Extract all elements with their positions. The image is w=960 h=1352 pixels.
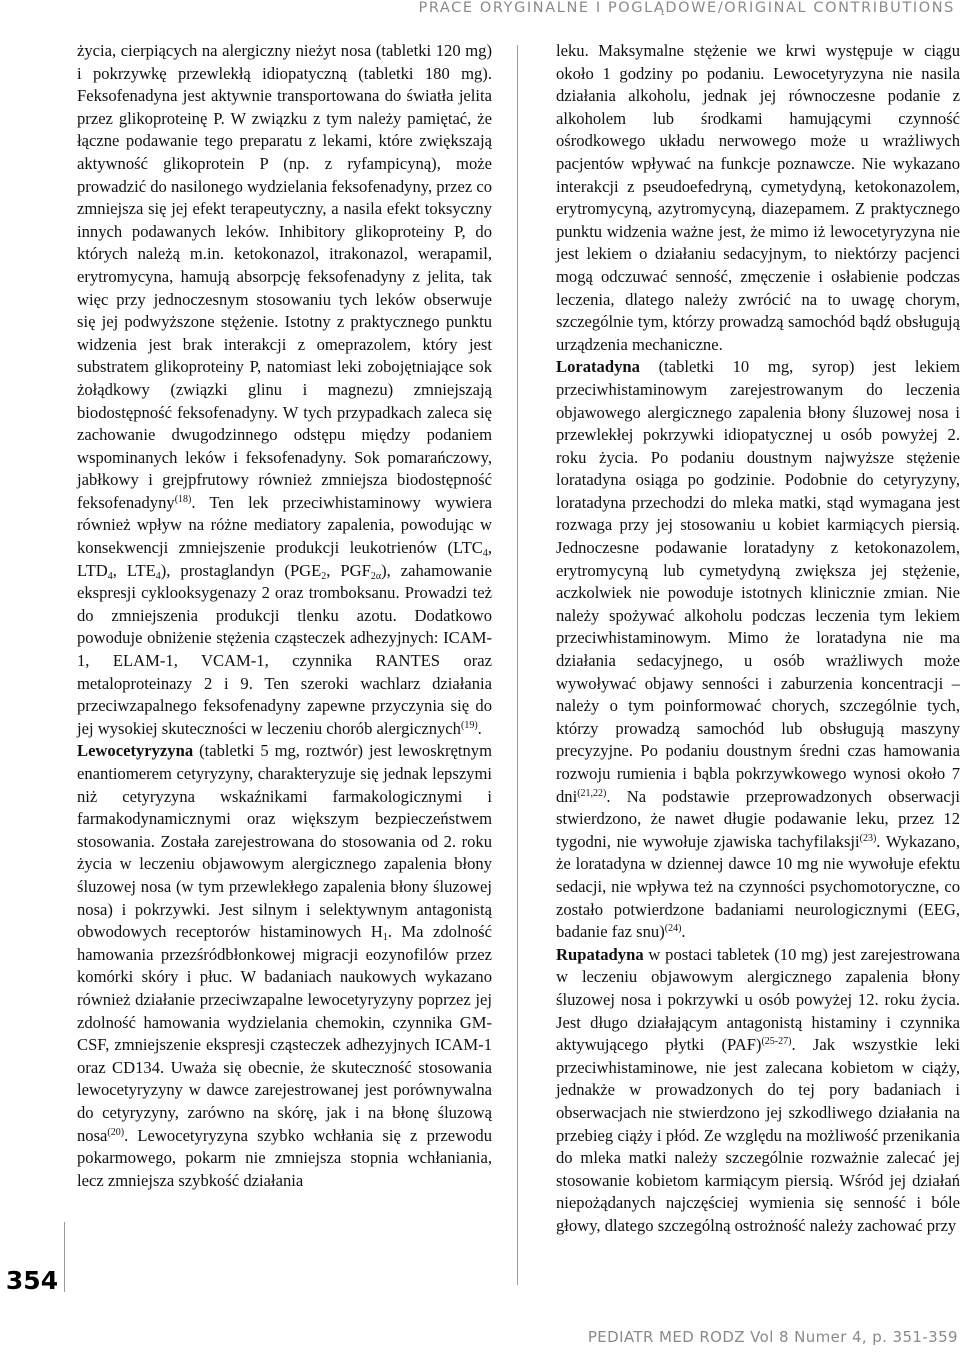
- drug-name-heading: Rupatadyna: [556, 944, 644, 964]
- drug-name-heading: Lewocetyryzyna: [77, 741, 194, 761]
- page-number-divider: [64, 1222, 65, 1292]
- subscript: 4: [107, 570, 113, 582]
- journal-section-header: PRACE ORYGINALNE I POGLĄDOWE/ORIGINAL CONTRIBUTIONS: [418, 0, 955, 16]
- reference-marker: (19): [460, 719, 478, 731]
- reference-marker: (23): [859, 832, 877, 844]
- drug-name-heading: Loratadyna: [556, 357, 640, 377]
- levocetirizine-continued-paragraph: leku. Maksymalne stężenie we krwi występuje w ciągu około 1 godziny po podaniu. Lewocetyryzyna nie nasila działania alkoholu, jednak jej równoczesne podanie z alkoholem lub środkami hamującymi czynność ośrodkowego układu nerwowego może u wrażliwych pacjentów wpływać na funkcje poznawcze. Nie wykazano interakcji z pseudoefedryną, cymetydyną, ketokonazolem, erytromycyną, azytromycyną, diazepamem. Z praktycznego punktu widzenia ważne jest, że mimo iż lewocetyryzyna nie jest lekiem o działaniu sedacyjnym, to niektórzy pacjenci mogą odczuwać senność, zmęczenie i osłabienie podczas leczenia, dlatego należy zwrócić na to uwagę chorym, szczególnie tym, którzy prowadzą samochód bądź obsługują urządzenia mechaniczne.: [556, 41, 960, 354]
- right-column: [556, 40, 960, 1237]
- fexofenadine-paragraph: życia, cierpiących na alergiczny nieżyt nosa (tabletki 120 mg) i pokrzywkę przewlekłą idiopatyczną (tabletki 180 mg). Feksofenadyna jest aktywnie transportowana do światła jelita przez glikoproteinę P. W związku z tym należy pamiętać, że łączne podawanie tego preparatu z lekami, które zwiększają aktywność glikoprotein P (np. z ryfampicyną), może prowadzić do nasilonego wydzielania feksofenadyny, przez co zmniejsza się jej efekt terapeutyczny, a nasila efekt toksyczny innych podawanych leków. Inhibitory glikoproteiny P, do których należą m.in. ketokonazol, itrakonazol, werapamil, erytromycyna, hamują absorpcję feksofenadyny z jelita, tak więc przy jednoczesnym stosowaniu tych leków obserwuje się jej podwyższone stężenie. Istotny z praktycznego punktu widzenia jest brak interakcji z omeprazolem, który jest substratem glikoproteiny P, natomiast leki zobojętniające sok żołądkowy (związki glinu i magnezu) zmniejszają biodostępność feksofenadyny. W tych przypadkach zaleca się zachowanie dwugodzinnego odstępu między podaniem wspominanych leków i feksofenadyny. Sok pomarańczowy, jabłkowy i grejpfrutowy również zmniejsza biodostępność feksofenadyny$^{(18)}$. Ten lek przeciwhistaminowy wywiera również wpływ na różne mediatory zapalenia, powodując w konsekwencji zmniejszenie produkcji leukotrienów ($LTC_4$, $LTD_4$, $LTE_4$), prostaglandyn ($PGE_2$, $PGF_{2\alpha}$), zahamowanie ekspresji cyklooksygenazy 2 oraz tromboksanu. Prowadzi też do zmniejszenia produkcji tlenku azotu. Dodatkowo powoduje obniżenie stężenia cząsteczek adhezyjnych: ICAM-1, ELAM-1, VCAM-1, czynnika RANTES oraz metaloproteinazy 2 i 9. Ten szeroki wachlarz działania przeciwzapalnego feksofenadyny zapewne przyczynia się do jej wysokiej skuteczności w leczeniu chorób alergicznych$^{(19)}$.: [77, 41, 492, 738]
- subscript: 4: [482, 548, 488, 560]
- subscript: 4: [155, 570, 161, 582]
- subscript: 2: [321, 570, 327, 582]
- rupatadine-paragraph: Rupatadyna w postaci tabletek (10 mg) jest zarejestrowana w leczeniu objawowym alergicznego zapalenia błony śluzowej nosa i pokrzywki u osób powyżej 12. roku życia. Jest długo działającym antagonistą histaminy i czynnika aktywującego płytki (PAF)$^{(25-27)}$. Jak wszystkie leki przeciwhistaminowe, nie jest zalecana kobietom w ciąży, jednakże w prowadzonych do tej pory badaniach i obserwacjach nie stwierdzono jej szkodliwego działania na przebieg ciąży i płód. Ze względu na możliwość przenikania do mleka matki należy szczególnie rozważnie zalecać jej stosowanie kobietom karmiącym piersią. Wśród jej działań niepożądanych najczęściej wymienia się senność i bóle głowy, dlatego szczególną ostrożność należy zachować przy: [556, 944, 960, 1235]
- journal-citation-footer: PEDIATR MED RODZ Vol 8 Numer 4, p. 351-359: [587, 1328, 958, 1346]
- page-number: 354: [5, 1266, 59, 1295]
- reference-marker: (21,22): [577, 787, 607, 799]
- levocetirizine-paragraph: Lewocetyryzyna (tabletki 5 mg, roztwór) jest lewoskrętnym enantiomerem cetyryzyny, charakteryzuje się jednak lepszymi niż cetyryzyna wskaźnikami farmakologicznymi i farmakodynamicznymi oraz większym bezpieczeństwem stosowania. Została zarejestrowana do stosowania od 2. roku życia w leczeniu objawowym alergicznego zapalenia błony śluzowej nosa (w tym przewlekłego zapalenia błony śluzowej nosa) i pokrzywki. Jest silnym i selektywnym antagonistą obwodowych receptorów histaminowych $H_1$. Ma zdolność hamowania przezśródbłonkowej migracji eozynofilów przez komórki skóry i płuc. W badaniach naukowych wykazano również działanie przeciwzapalne lewocetyryzyny poprzez jej zdolność hamowania wydzielania chemokin, czynnika GM-CSF, zmniejszenie ekspresji cząsteczek adhezyjnych ICAM-1 oraz CD134. Uważa się obecnie, że skuteczność stosowania lewocetyryzyny w dawce zarejestrowanej jest porównywalna do cetyryzyny, zarówno na skórę, jak i na błonę śluzową nosa$^{(20)}$. Lewocetyryzyna szybko wchłania się z przewodu pokarmowego, pokarm nie zmniejsza stopnia wchłaniania, lecz zmniejsza szybkość działania: [77, 741, 492, 1190]
- column-divider: [517, 45, 518, 1285]
- loratadine-paragraph: Loratadyna (tabletki 10 mg, syrop) jest lekiem przeciwhistaminowym zarejestrowanym do leczenia objawowego alergicznego zapalenia błony śluzowej nosa i przewlekłej pokrzywki idiopatycznej u osób powyżej 2. roku życia. Po podaniu doustnym najwyższe stężenie loratadyna osiąga po godzinie. Podobnie do cetyryzyny, loratadyna przechodzi do mleka matki, stąd wymagana jest rozwaga przy jej stosowaniu u kobiet karmiących piersią. Jednoczesne podawanie loratadyny z ketokonazolem, erytromycyną lub cymetydyną zwiększa jej stężenie, aczkolwiek nie powoduje istotnych klinicznie zmian. Nie należy spożywać alkoholu podczas leczenia tym lekiem przeciwhistaminowym. Mimo że loratadyna nie ma działania sedacyjnego, u osób wrażliwych może wywoływać objawy senności i zaburzenia koncentracji – należy o tym poinformować chorych, szczególnie tych, którzy prowadzą samochód lub obsługują maszyny precyzyjne. Po podaniu doustnym średni czas hamowania rozwoju rumienia i bąbla pokrzywkowego wynosi około 7 dni$^{(21,22)}$. Na podstawie przeprowadzonych obserwacji stwierdzono, że nawet długie podawanie leku, przez 12 tygodni, nie wywołuje zjawiska tachyfilaksji$^{(23)}$. Wykazano, że loratadyna w dziennej dawce 10 mg nie wywołuje efektu sedacji, nie wpływa też na czynności psychomotoryczne, co zostało potwierdzone badaniami neurologicznymi (EEG, badanie faz snu)$^{(24)}$.: [556, 357, 960, 942]
- subscript: 2α: [370, 570, 382, 582]
- reference-marker: (20): [107, 1126, 125, 1138]
- left-column: [77, 40, 492, 1192]
- reference-marker: (18): [174, 493, 192, 505]
- subscript: 1: [382, 932, 388, 944]
- reference-marker: (24): [664, 923, 682, 935]
- reference-marker: (25-27): [761, 1036, 792, 1048]
